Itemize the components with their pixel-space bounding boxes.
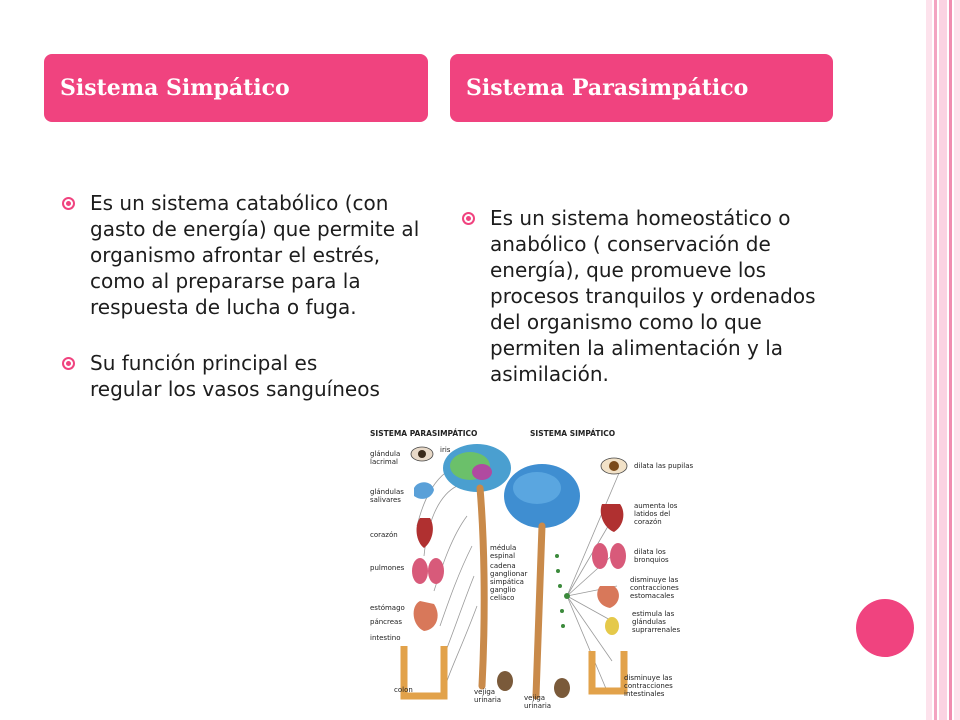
label-estomacales: disminuye las contracciones estomacales — [630, 576, 679, 600]
bullet-icon — [62, 357, 75, 370]
label-vejiga-left: vejiga urinaria — [474, 688, 502, 704]
nervous-system-figure — [362, 426, 702, 720]
label-pupilas: dilata las pupilas — [634, 462, 694, 470]
bullet-text: Su función principal es regular los vasos sanguíneos — [90, 351, 380, 401]
label-estomago: estómago — [370, 604, 405, 612]
label-colon: colon — [394, 686, 413, 694]
parasympathetic-header — [450, 54, 833, 122]
label-lacrimal: glándula lacrimal — [370, 450, 401, 466]
label-ganglio: ganglio celíaco — [490, 586, 516, 602]
sympathetic-bullet-list — [62, 190, 422, 402]
bullet-text: Es un sistema catabólico (con gasto de energía) que permite al organismo afrontar el estrés, como al prepararse para la respuesta de lucha o fuga. — [90, 191, 420, 319]
label-suprarrenales: estimula las glándulas suprarrenales — [632, 610, 681, 634]
label-pancreas: páncreas — [370, 618, 402, 626]
figure-title-parasympathetic: SISTEMA PARASIMPÁTICO — [370, 429, 478, 438]
label-bronquios: dilata los bronquios — [634, 548, 669, 564]
bullet-icon — [462, 212, 475, 225]
label-pulmones: pulmones — [370, 564, 405, 572]
figure-title-sympathetic: SISTEMA SIMPÁTICO — [530, 429, 616, 438]
bullet-item — [462, 205, 834, 387]
label-salivares: glándulas salivares — [370, 488, 404, 504]
sympathetic-title: Sistema Simpático — [60, 75, 290, 101]
bullet-item — [62, 190, 422, 320]
sympathetic-header — [44, 54, 428, 122]
label-iris: iris — [440, 446, 451, 454]
label-vejiga-center: vejiga urinaria — [524, 694, 552, 710]
bullet-item — [62, 350, 380, 402]
label-intestinales: disminuye las contracciones intestinales — [624, 674, 673, 698]
label-intestino: intestino — [370, 634, 401, 642]
label-cadena: cadena ganglionar simpática — [490, 562, 528, 586]
parasympathetic-title: Sistema Parasimpático — [466, 75, 749, 101]
bullet-text: Es un sistema homeostático o anabólico ( conservación de energía), que promueve los procesos tranquilos y ordenados del organismo como lo que permiten la alimentación y la asimilación. — [490, 206, 816, 386]
label-corazon: corazón — [370, 531, 398, 539]
decorative-circle — [856, 599, 914, 657]
label-medula: médula espinal — [490, 544, 517, 560]
label-corazon-right: aumenta los latidos del corazón — [634, 502, 678, 526]
parasympathetic-bullet-list — [462, 205, 834, 387]
bullet-icon — [62, 197, 75, 210]
decorative-stripes — [926, 0, 960, 720]
